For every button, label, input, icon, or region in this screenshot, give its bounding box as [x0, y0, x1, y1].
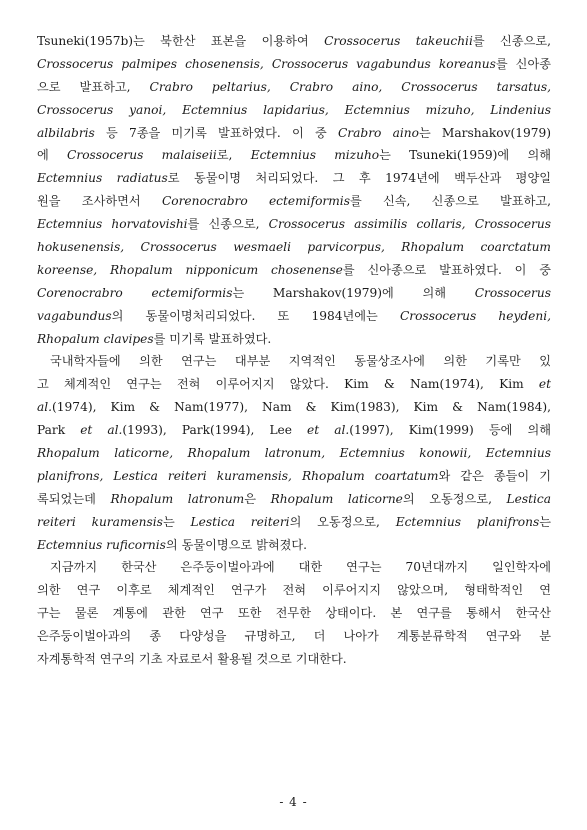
- species-name: Ectemnius ruficornis: [37, 537, 166, 552]
- text-segment: 를 미기록 발표하였다.: [153, 331, 272, 346]
- text-line: [37, 305, 551, 328]
- text-segment: 의 오동정으로,: [289, 514, 396, 529]
- text-segment: 를 신종으로,: [187, 217, 269, 232]
- text-segment: Tsuneki(1957b)는 북한산 표본을 이용하여: [37, 34, 325, 48]
- species-name: vagabundus: [37, 308, 112, 323]
- species-name: Crossocerus takeuchii: [324, 34, 473, 48]
- species-name: Crossocerus palmipes chosenensis, Crossocerus vagabundus koreanus: [37, 56, 496, 71]
- text-segment: 로 동물이명 처리되었다. 그 후 1974년에 백두산과 평양일: [167, 171, 551, 186]
- species-name: Ectemnius planifrons: [395, 514, 540, 529]
- text-segment: 국내학자들에 의한 연구는 대부분 지역적인 동물상조사에 의한 기록만 있: [50, 354, 551, 369]
- species-name: Crabro aino: [337, 125, 419, 140]
- text-line: [37, 53, 551, 76]
- species-name: Ectemnius radiatus: [37, 171, 168, 186]
- text-segment: 를 신아종으로 발표하였다. 이 중: [342, 262, 551, 277]
- species-name: et: [538, 377, 551, 392]
- text-line: [37, 556, 551, 579]
- species-name: Rhopalum laticorne: [270, 491, 403, 506]
- species-name: al.: [37, 400, 53, 415]
- text-segment: 구는 물론 계통에 관한 연구 또한 전무한 상태이다. 본 연구를 통해서 한국산: [37, 606, 551, 621]
- text-line: [37, 534, 551, 557]
- page-number: - 4 -: [279, 795, 308, 809]
- text-line: [37, 30, 551, 53]
- text-line: [37, 373, 551, 396]
- text-segment: 고 체계적인 연구는 전혀 이루어지지 않았다. Kim & Nam(1974), Kim: [37, 377, 539, 392]
- text-line: [37, 442, 551, 465]
- text-segment: (1974), Kim & Nam(1977), Nam & Kim(1983), Kim & Nam(1984),: [52, 400, 551, 415]
- text-segment: 의 동물이명처리되었다. 또 1984년에는: [111, 308, 400, 323]
- species-name: Ectemnius mizuho: [250, 148, 380, 163]
- text-segment: 는: [539, 514, 551, 529]
- species-name: Corenocrabro ectemiformis: [37, 285, 233, 300]
- text-line: [37, 579, 551, 602]
- species-name: Crabro peltarius, Crabro aino, Crossocerus tarsatus,: [149, 79, 551, 94]
- text-line: [37, 213, 551, 236]
- text-segment: 는 Marshakov(1979): [418, 125, 551, 140]
- text-segment: 은: [244, 491, 271, 506]
- text-line: [37, 396, 551, 419]
- text-segment: 와 같은 종들이 기: [438, 468, 551, 483]
- text-line: [37, 328, 551, 351]
- text-segment: 원을 조사하면서: [37, 194, 162, 209]
- text-segment: 등 7종을 미기록 발표하였다. 이 중: [94, 125, 338, 140]
- species-name: reiteri kuramensis: [37, 514, 163, 529]
- text-line: [37, 144, 551, 167]
- text-line: [37, 236, 551, 259]
- text-segment: 지금까지 한국산 은주둥이벌아과에 대한 연구는 70년대까지 일인학자에: [50, 560, 551, 575]
- text-line: [37, 282, 551, 305]
- text-line: [37, 76, 551, 99]
- text-line: [37, 419, 551, 442]
- species-name: Crossocerus malaiseii: [67, 148, 217, 163]
- species-name: et al.: [80, 423, 123, 438]
- text-line: [37, 350, 551, 373]
- species-name: Ectemnius horvatovishi: [37, 217, 188, 232]
- species-name: Crossocerus heydeni,: [399, 308, 551, 323]
- text-line: [37, 465, 551, 488]
- text-segment: 는 Marshakov(1979)에 의해: [232, 285, 475, 300]
- text-segment: 의 오동정으로,: [402, 491, 507, 506]
- text-line: [37, 122, 551, 145]
- text-segment: 를 신종으로,: [472, 34, 551, 48]
- text-segment: (1997), Kim(1999) 등에 의해: [349, 423, 551, 438]
- body-text: [37, 30, 551, 671]
- species-name: Rhopalum laticorne, Rhopalum latronum, Ectemnius konowii, Ectemnius: [37, 446, 551, 461]
- text-segment: (1993), Park(1994), Lee: [122, 423, 308, 438]
- species-name: Lestica reiteri: [190, 514, 290, 529]
- species-name: Rhopalum latronum: [110, 491, 245, 506]
- text-segment: 록되었는데: [37, 491, 111, 506]
- species-name: Rhopalum clavipes: [37, 331, 154, 346]
- text-segment: 의 동물이명으로 밝혀졌다.: [165, 537, 308, 552]
- text-line: [37, 99, 551, 122]
- text-line: [37, 625, 551, 648]
- species-name: planifrons, Lestica reiteri kuramensis, Rhopalum coartatum: [37, 468, 439, 483]
- text-line: [37, 488, 551, 511]
- text-segment: 는: [162, 514, 191, 529]
- species-name: albilabris: [37, 125, 95, 140]
- species-name: koreense, Rhopalum nipponicum chosenense: [37, 262, 343, 277]
- text-line: [37, 602, 551, 625]
- text-segment: 를 신속, 신종으로 발표하고,: [349, 194, 551, 209]
- text-segment: 를 신아종: [495, 56, 551, 71]
- species-name: Crossocerus yanoi, Ectemnius lapidarius, Ectemnius mizuho, Lindenius: [37, 102, 551, 117]
- text-segment: 의한 연구 이후로 체계적인 연구가 전혀 이루어지지 않았으며, 형태학적인 연: [37, 583, 551, 598]
- text-line: [37, 648, 551, 671]
- text-segment: 로,: [216, 148, 251, 163]
- text-line: [37, 167, 551, 190]
- text-line: [37, 190, 551, 213]
- species-name: Lestica: [506, 491, 551, 506]
- text-line: [37, 511, 551, 534]
- species-name: Corenocrabro ectemiformis: [161, 194, 350, 209]
- species-name: Crossocerus assimilis collaris, Crossocerus: [268, 217, 551, 232]
- text-segment: 에: [37, 148, 68, 163]
- text-line: [37, 259, 551, 282]
- text-segment: 는 Tsuneki(1959)에 의해: [379, 148, 551, 163]
- text-segment: 자계통학적 연구의 기초 자료로서 활용될 것으로 기대한다.: [37, 652, 347, 667]
- species-name: hokusenensis, Crossocerus wesmaeli parvicorpus, Rhopalum coarctatum: [37, 240, 551, 255]
- text-segment: Park: [37, 423, 81, 438]
- text-segment: 으로 발표하고,: [37, 79, 150, 94]
- text-segment: 은주둥이벌아과의 종 다양성을 규명하고, 더 나아가 계통분류학적 연구와 분: [37, 629, 551, 644]
- species-name: et al.: [307, 423, 350, 438]
- species-name: Crossocerus: [474, 285, 551, 300]
